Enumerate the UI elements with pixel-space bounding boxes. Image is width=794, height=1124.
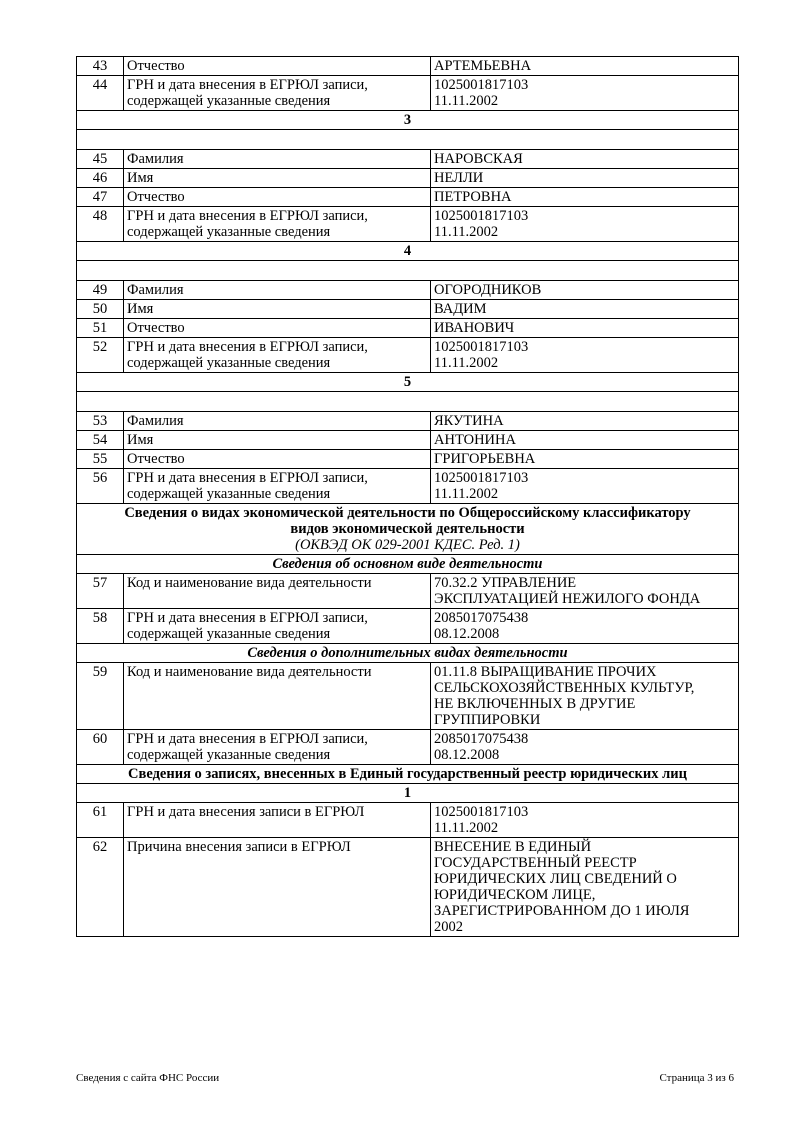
- row-number: 50: [77, 300, 124, 319]
- row-value: 70.32.2 УПРАВЛЕНИЕ ЭКСПЛУАТАЦИЕЙ НЕЖИЛОГО ФОНДА: [431, 574, 739, 609]
- table-row: [77, 609, 739, 644]
- table-row: [77, 803, 739, 838]
- row-number: 57: [77, 574, 124, 609]
- row-value: АРТЕМЬЕВНА: [431, 57, 739, 76]
- row-value: ПЕТРОВНА: [431, 188, 739, 207]
- row-label: ГРН и дата внесения в ЕГРЮЛ записи, содержащей указанные сведения: [124, 207, 431, 242]
- row-value: 2085017075438 08.12.2008: [431, 609, 739, 644]
- row-label: ГРН и дата внесения в ЕГРЮЛ записи, содержащей указанные сведения: [124, 76, 431, 111]
- table-row: [77, 338, 739, 373]
- row-number: 53: [77, 412, 124, 431]
- footer-page-number: Страница 3 из 6: [659, 1072, 734, 1084]
- section-header: [77, 373, 739, 392]
- row-number: 52: [77, 338, 124, 373]
- table-row: [77, 76, 739, 111]
- table-row: [77, 57, 739, 76]
- row-label: ГРН и дата внесения в ЕГРЮЛ записи, содержащей указанные сведения: [124, 609, 431, 644]
- row-label: Код и наименование вида деятельности: [124, 663, 431, 730]
- section-header-row: [77, 765, 739, 784]
- row-value: ОГОРОДНИКОВ: [431, 281, 739, 300]
- section-header: [77, 644, 739, 663]
- table-row: [77, 730, 739, 765]
- row-number: 56: [77, 469, 124, 504]
- section-header-row: [77, 784, 739, 803]
- row-value: НАРОВСКАЯ: [431, 150, 739, 169]
- row-value: 1025001817103 11.11.2002: [431, 469, 739, 504]
- table-row: [77, 188, 739, 207]
- row-number: 49: [77, 281, 124, 300]
- table-row: [77, 574, 739, 609]
- row-label: Фамилия: [124, 281, 431, 300]
- row-value: 01.11.8 ВЫРАЩИВАНИЕ ПРОЧИХ СЕЛЬСКОХОЗЯЙСТВЕННЫХ КУЛЬТУР, НЕ ВКЛЮЧЕННЫХ В ДРУГИЕ ГРУППИРОВКИ: [431, 663, 739, 730]
- row-label: ГРН и дата внесения записи в ЕГРЮЛ: [124, 803, 431, 838]
- row-value: НЕЛЛИ: [431, 169, 739, 188]
- row-label: Отчество: [124, 188, 431, 207]
- section-header: [77, 111, 739, 130]
- egrul-table: [76, 56, 739, 937]
- section-header-text: 3: [403, 112, 412, 128]
- row-number: 48: [77, 207, 124, 242]
- table-row: [77, 169, 739, 188]
- section-header: [77, 504, 739, 555]
- row-label: Имя: [124, 169, 431, 188]
- section-header: [77, 555, 739, 574]
- table-row: [77, 412, 739, 431]
- row-label: ГРН и дата внесения в ЕГРЮЛ записи, содержащей указанные сведения: [124, 469, 431, 504]
- row-number: 44: [77, 76, 124, 111]
- row-label: Имя: [124, 300, 431, 319]
- row-value: АНТОНИНА: [431, 431, 739, 450]
- section-header-subtext: (ОКВЭД ОК 029-2001 КДЕС. Ред. 1): [295, 537, 520, 553]
- row-label: ГРН и дата внесения в ЕГРЮЛ записи, содержащей указанные сведения: [124, 338, 431, 373]
- table-row: [77, 663, 739, 730]
- table-row: [77, 838, 739, 937]
- egrul-table-body: [77, 57, 739, 937]
- empty-separator-row: [77, 130, 739, 150]
- section-header-text: 5: [403, 374, 412, 390]
- table-row: [77, 281, 739, 300]
- table-row: [77, 207, 739, 242]
- row-value: 1025001817103 11.11.2002: [431, 338, 739, 373]
- row-number: 43: [77, 57, 124, 76]
- section-header-row: [77, 555, 739, 574]
- row-number: 60: [77, 730, 124, 765]
- table-row: [77, 450, 739, 469]
- row-value: ИВАНОВИЧ: [431, 319, 739, 338]
- row-label: Отчество: [124, 57, 431, 76]
- section-header-row: [77, 373, 739, 392]
- row-number: 59: [77, 663, 124, 730]
- empty-cell: [77, 392, 739, 412]
- row-number: 46: [77, 169, 124, 188]
- row-label: Фамилия: [124, 412, 431, 431]
- section-header-text: 4: [403, 243, 412, 259]
- section-header-row: [77, 111, 739, 130]
- row-number: 55: [77, 450, 124, 469]
- table-row: [77, 300, 739, 319]
- row-value: ВНЕСЕНИЕ В ЕДИНЫЙ ГОСУДАРСТВЕННЫЙ РЕЕСТР ЮРИДИЧЕСКИХ ЛИЦ СВЕДЕНИЙ О ЮРИДИЧЕСКОМ ЛИЦЕ, ЗАРЕГИСТРИРОВАННОМ ДО 1 ИЮЛЯ 2002: [431, 838, 739, 937]
- section-header-text: Сведения о видах экономической деятельности по Общероссийскому классификатору видов экономической деятельности: [124, 505, 691, 537]
- row-label: Причина внесения записи в ЕГРЮЛ: [124, 838, 431, 937]
- row-label: Код и наименование вида деятельности: [124, 574, 431, 609]
- row-value: 1025001817103 11.11.2002: [431, 803, 739, 838]
- row-number: 54: [77, 431, 124, 450]
- row-number: 58: [77, 609, 124, 644]
- section-header-row: [77, 242, 739, 261]
- row-value: ВАДИМ: [431, 300, 739, 319]
- section-header: [77, 784, 739, 803]
- empty-separator-row: [77, 392, 739, 412]
- row-value: ГРИГОРЬЕВНА: [431, 450, 739, 469]
- empty-separator-row: [77, 261, 739, 281]
- section-header: [77, 765, 739, 784]
- row-value: 1025001817103 11.11.2002: [431, 207, 739, 242]
- section-header-text: Сведения об основном виде деятельности: [272, 556, 543, 572]
- table-row: [77, 319, 739, 338]
- row-number: 47: [77, 188, 124, 207]
- row-value: 1025001817103 11.11.2002: [431, 76, 739, 111]
- row-label: Отчество: [124, 319, 431, 338]
- section-header: [77, 242, 739, 261]
- row-label: Фамилия: [124, 150, 431, 169]
- row-label: Имя: [124, 431, 431, 450]
- footer-source: Сведения с сайта ФНС России: [76, 1072, 220, 1084]
- table-row: [77, 431, 739, 450]
- row-number: 61: [77, 803, 124, 838]
- table-row: [77, 150, 739, 169]
- section-header-text: Сведения о записях, внесенных в Единый государственный реестр юридических лиц: [128, 766, 687, 782]
- row-label: Отчество: [124, 450, 431, 469]
- section-header-text: 1: [403, 785, 412, 801]
- row-value: 2085017075438 08.12.2008: [431, 730, 739, 765]
- section-header-row: [77, 504, 739, 555]
- row-number: 51: [77, 319, 124, 338]
- empty-cell: [77, 261, 739, 281]
- section-header-row: [77, 644, 739, 663]
- empty-cell: [77, 130, 739, 150]
- table-row: [77, 469, 739, 504]
- row-number: 45: [77, 150, 124, 169]
- row-value: ЯКУТИНА: [431, 412, 739, 431]
- section-header-text: Сведения о дополнительных видах деятельности: [247, 645, 568, 661]
- row-number: 62: [77, 838, 124, 937]
- row-label: ГРН и дата внесения в ЕГРЮЛ записи, содержащей указанные сведения: [124, 730, 431, 765]
